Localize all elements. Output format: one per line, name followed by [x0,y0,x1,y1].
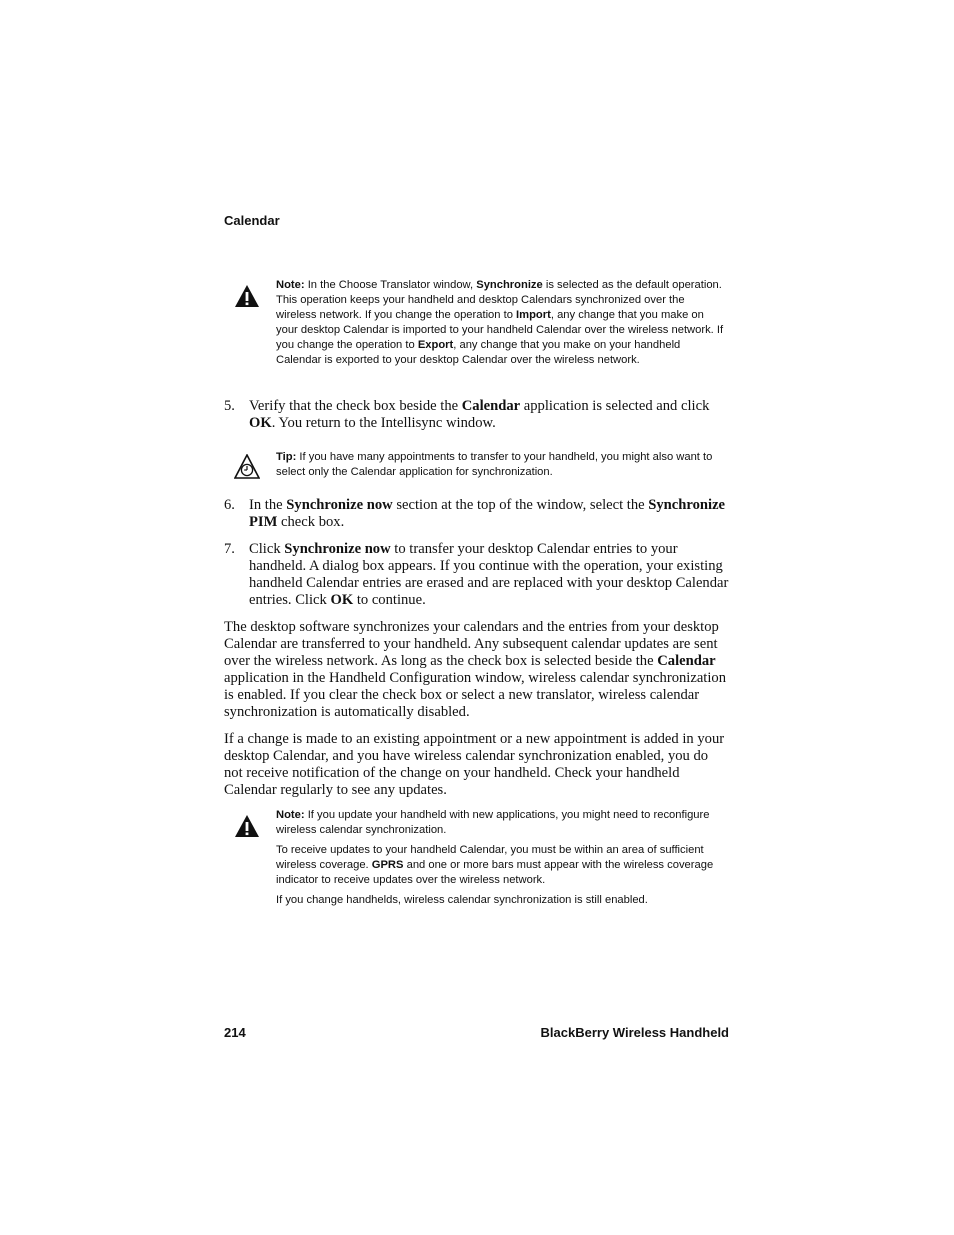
page-number: 214 [224,1025,246,1040]
body-paragraph-2: If a change is made to an existing appointment or a new appointment is added in your desktop Calendar, and you have wireless calendar synchronization enabled, you do not receive notification of the change on your handheld. Check your handheld Calendar regularly to see any updates. [224,731,725,798]
note-warning-updates: Note: If you update your handheld with new applications, you might need to reconfigure wireless calendar synchronization. To receive updates to your handheld Calendar, you must be within an area of sufficient wireless coverage. GPRS and one or more bars must appear with the wireless coverage indicator to receive updates over the wireless network. If you change handhelds, wireless calendar synchronization is still enabled. [276,809,714,906]
warning-icon [234,814,260,838]
step-number: 7. [224,541,235,557]
step-number: 5. [224,398,235,414]
body-paragraph-1: The desktop software synchronizes your calendars and the entries from your desktop Calendar are transferred to your handheld. Any subsequent calendar updates are sent over the wireless network. As long as the check box is selected beside the Calendar application in the Handheld Configuration window, wireless calendar synchronization is enabled. If you clear the check box or select a new translator, wireless calendar synchronization is automatically disabled. [224,619,726,720]
section-header: Calendar [224,213,280,228]
step-5: 5. Verify that the check box beside the Calendar application is selected and click OK. You return to the Intellisync window. [224,398,710,431]
warning-icon [234,284,260,308]
tip-box: Tip: If you have many appointments to transfer to your handheld, you might also want to select only the Calendar application for synchronization. [276,451,713,478]
book-title: BlackBerry Wireless Handheld [540,1025,729,1040]
step-7: 7. Click Synchronize now to transfer your desktop Calendar entries to your handheld. A dialog box appears. If you continue with the operation, your existing handheld Calendar entries are erased and are replaced with your desktop Calendar entries. Click OK to continue. [224,541,729,608]
step-number: 6. [224,497,235,513]
note-warning-translator: Note: In the Choose Translator window, Synchronize is selected as the default operation. This operation keeps your handheld and desktop Calendars synchronized over the wireless network. If you change the operation to Import, any change that you make on your desktop Calendar is imported to your handheld Calendar over the wireless network. If you change the operation to Export, any change that you make on your handheld Calendar is exported to your desktop Calendar over the wireless network. [276,279,724,366]
step-6: 6. In the Synchronize now section at the top of the window, select the Synchronize PIM check box. [224,497,726,530]
tip-clock-icon [234,454,260,480]
